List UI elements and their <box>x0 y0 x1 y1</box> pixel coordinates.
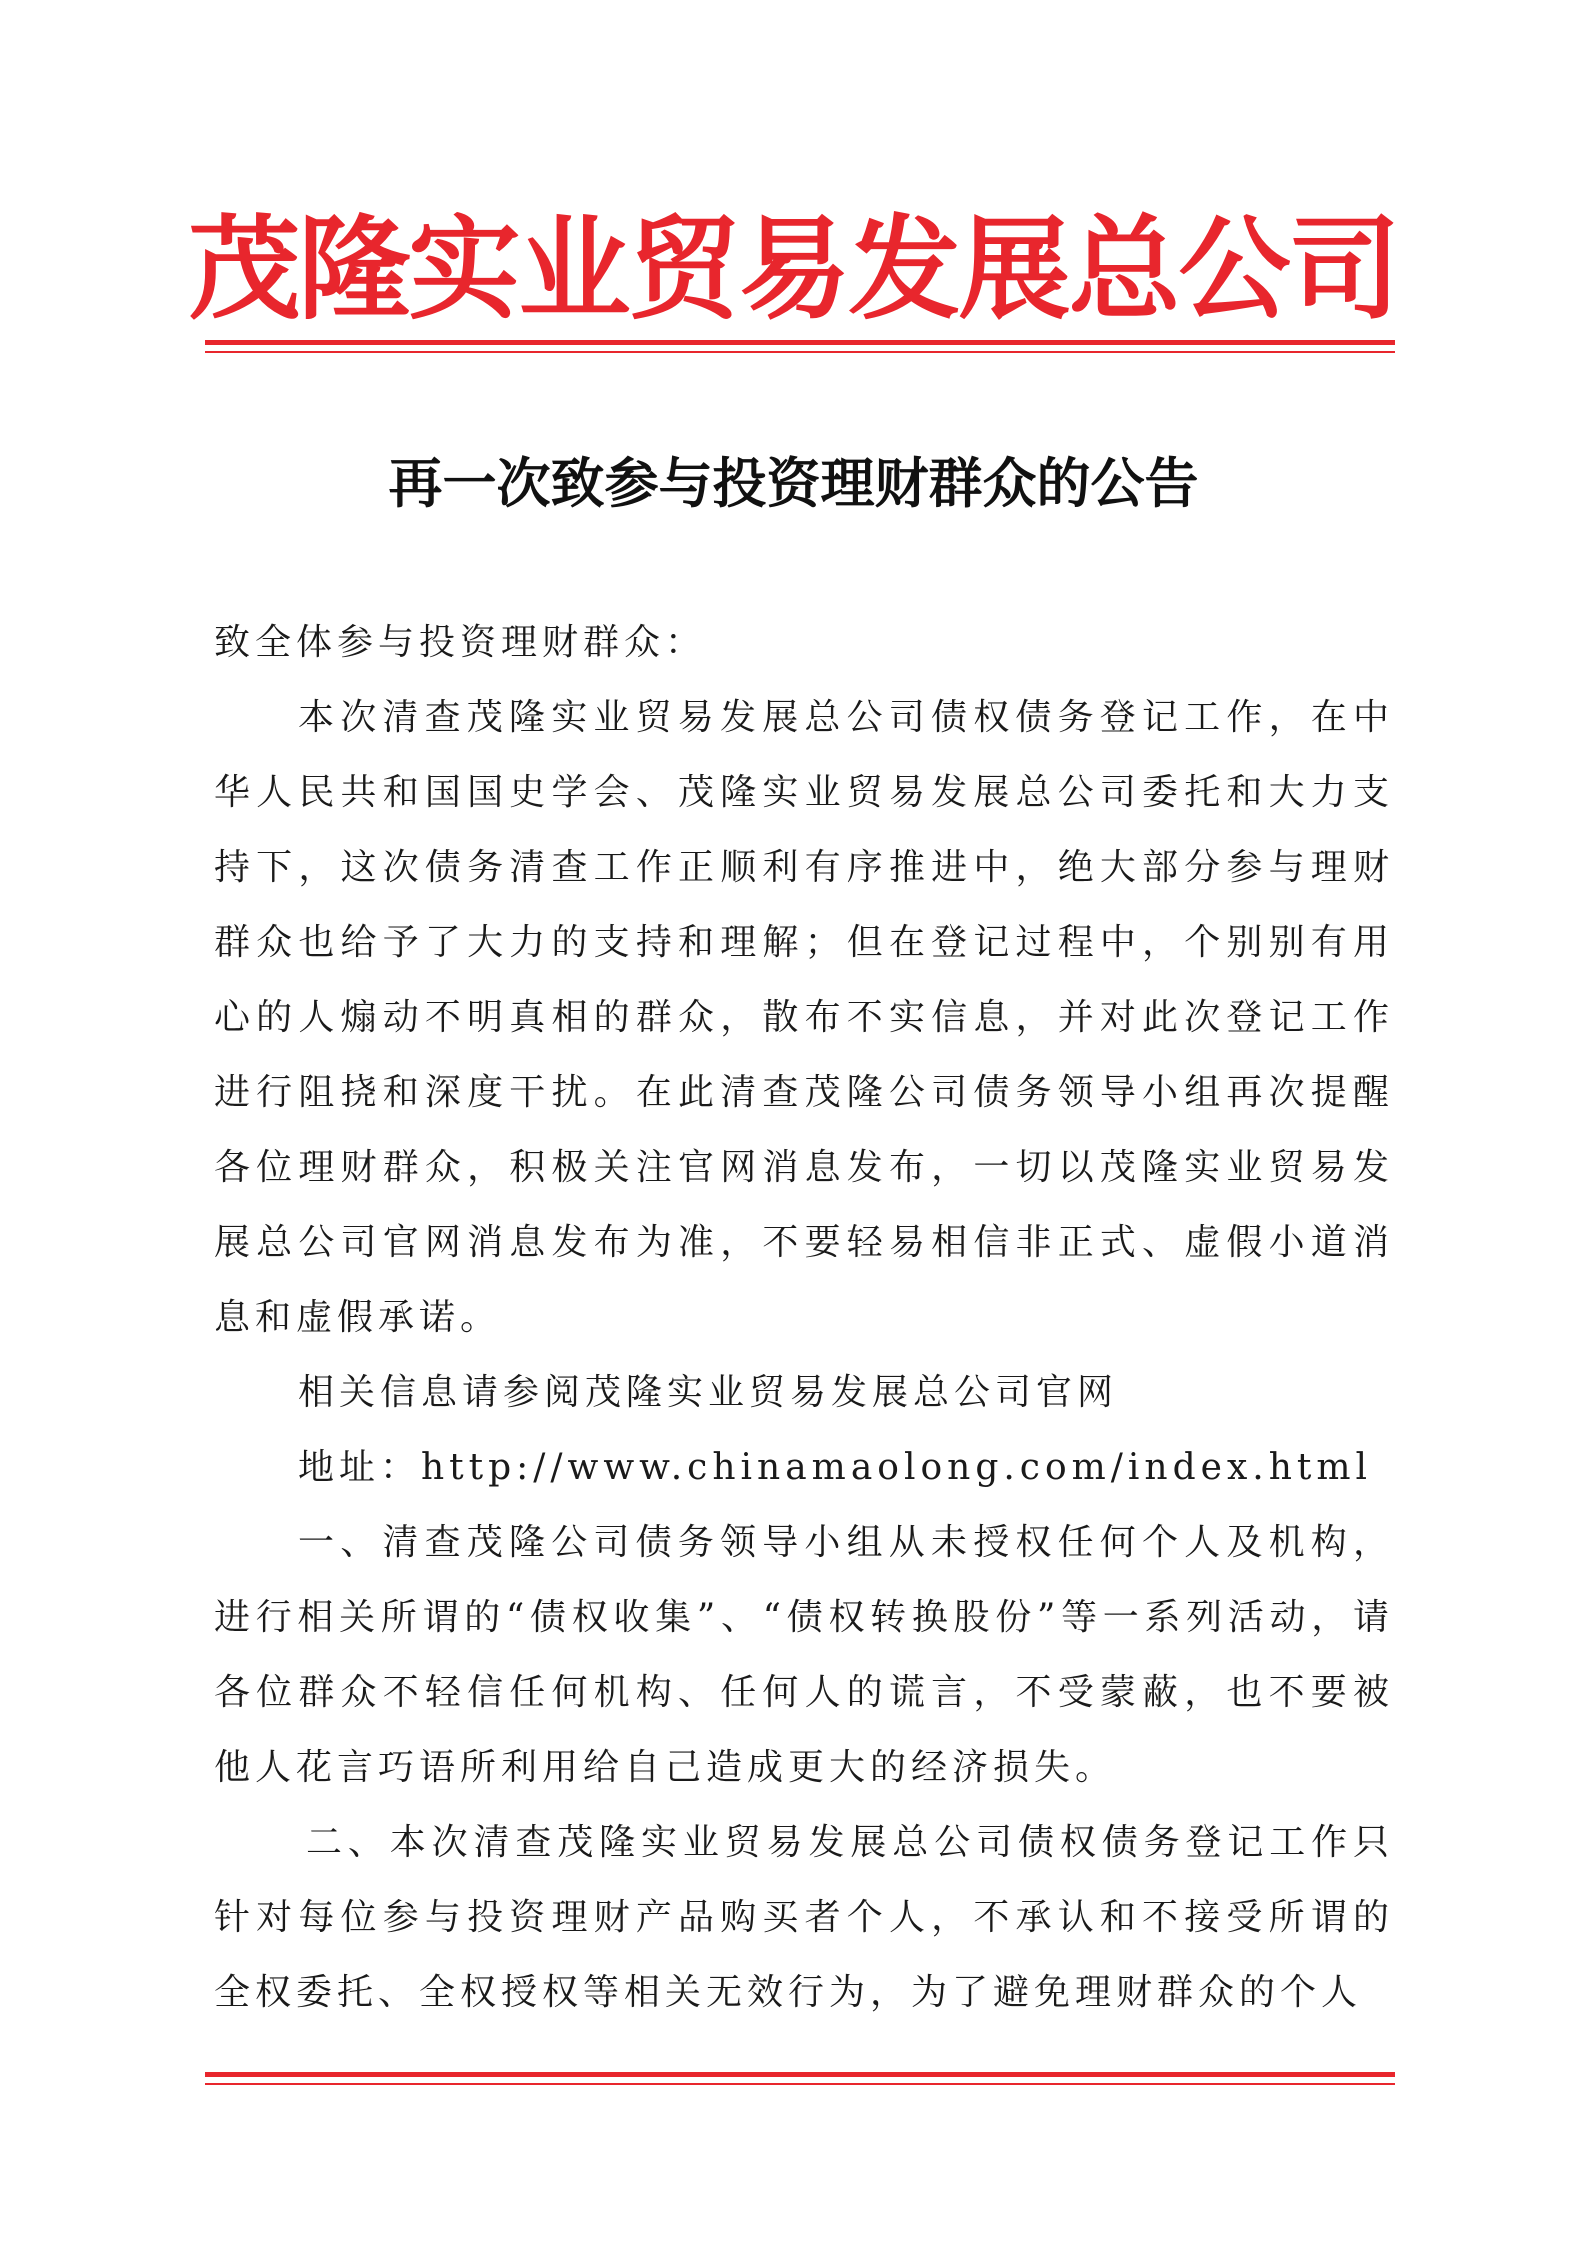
footer-rule-thin <box>205 2083 1395 2085</box>
letterhead-rule-thin <box>205 351 1395 353</box>
paragraph-item-one: 一、清查茂隆公司债务领导小组从未授权任何个人及机构，进行相关所谓的“债权收集”、“债权转换股份”等一系列活动，请各位群众不轻信任何机构、任何人的谎言，不受蒙蔽，也不要被他人花言巧语所利用给自己造成更大的经济损失。 <box>214 1522 1394 1788</box>
letterhead-company-name: 茂隆实业贸易发展总公司 <box>188 204 1399 335</box>
notice-title: 再一次致参与投资理财群众的公告 <box>388 451 1199 515</box>
notice-body <box>214 605 1394 2030</box>
salutation: 致全体参与投资理财群众： <box>214 622 707 663</box>
footer-rule-thick <box>205 2072 1395 2077</box>
paragraph-website-address: 地址：http://www.chinamaolong.com/index.html <box>298 1447 1373 1488</box>
paragraph-website-note: 相关信息请参阅茂隆实业贸易发展总公司官网 <box>298 1372 1119 1413</box>
paragraph-item-two: 二、本次清查茂隆实业贸易发展总公司债权债务登记工作只针对每位参与投资理财产品购买者个人，不承认和不接受所谓的全权委托、全权授权等相关无效行为，为了避免理财群众的个人 <box>214 1822 1394 2013</box>
paragraph-intro: 本次清查茂隆实业贸易发展总公司债权债务登记工作，在中华人民共和国国史学会、茂隆实业贸易发展总公司委托和大力支持下，这次债务清查工作正顺利有序推进中，绝大部分参与理财群众也给予了大力的支持和理解；但在登记过程中，个别别有用心的人煽动不明真相的群众，散布不实信息，并对此次登记工作进行阻挠和深度干扰。在此清查茂隆公司债务领导小组再次提醒各位理财群众，积极关注官网消息发布，一切以茂隆实业贸易发展总公司官网消息发布为准，不要轻易相信非正式、虚假小道消息和虚假承诺。 <box>214 697 1394 1338</box>
letterhead-rule-thick <box>205 340 1395 345</box>
